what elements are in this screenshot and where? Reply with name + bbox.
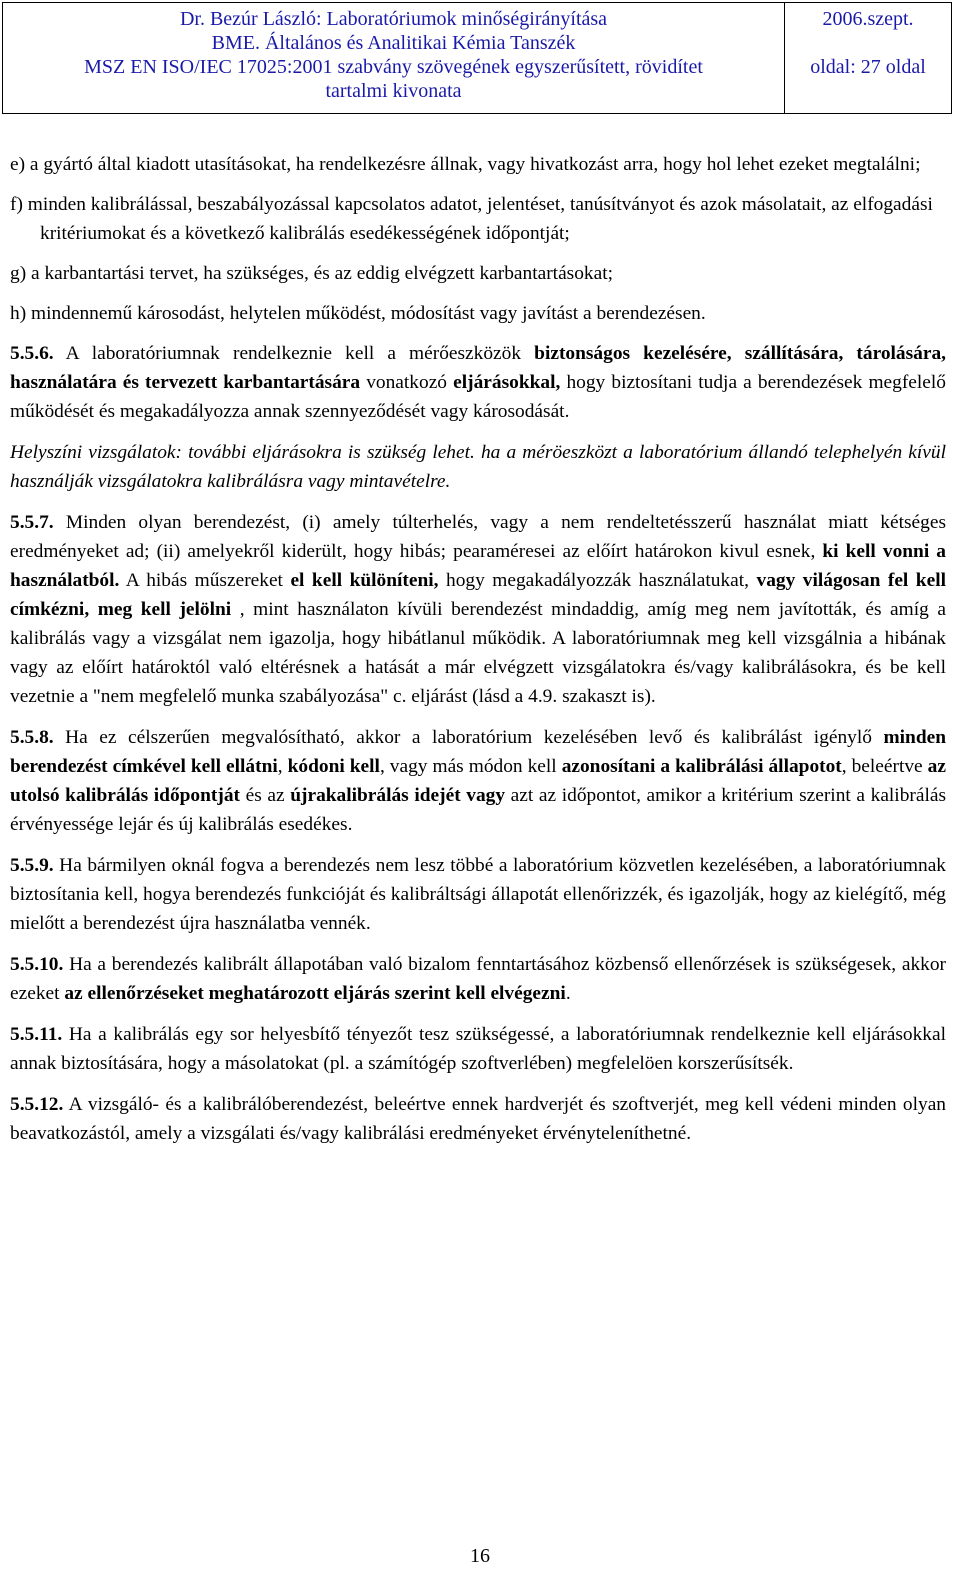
paragraph-5-5-6: 5.5.6. A laboratóriumnak rendelkeznie kell a mérőeszközök biztonságos kezelésére, szállítására, tárolására, használatára és tervezett karbantartására vonatkozó eljárásokkal, hogy biztosítani tudja a berendezések megfelelő működését és megakadályozza annak szennyeződését vagy károsodását. xyxy=(10,343,946,422)
header-author-title: Dr. Bezúr László: Laboratóriumok minőségirányítása xyxy=(179,8,608,30)
paragraph-5-5-11: 5.5.11. Ha a kalibrálás egy sor helyesbítő tényezőt tesz szükségessé, a laboratóriumnak rendelkeznie kell eljárásokkal annak biztosítására, hogy a másolatokat (pl. a számítógép szoftverlében) megfelelöen korszerűsítsék. xyxy=(10,1024,946,1074)
paragraph-5-5-10: 5.5.10. Ha a berendezés kalibrált állapotában való bizalom fenntartásához közbenső ellenőrzések is szükségesek, akkor ezeket az ellenőrzéseket meghatározott eljárás szerint kell elvégezni. xyxy=(10,954,946,1004)
page-header xyxy=(2,2,952,114)
paragraph-5-5-7: 5.5.7. Minden olyan berendezést, (i) amely túlterhelés, vagy a nem rendeltetésszerű használat miatt kétséges eredményeket ad; (ii) amelyekről kiderült, hogy hibás; pearaméresei az előírt határokon kivul esnek, ki kell vonni a használatból. A hibás műszereket el kell különíteni, hogy megakadályozzák használatukat, vagy világosan fel kell címkézni, meg kell jelölni , mint használaton kívüli berendezést mindaddig, amíg meg nem javították, és amíg a kalibrálás vagy a vizsgálat nem igazolja, hogy hibátlanul működik. A laboratóriumnak meg kell vizsgálnia a hibának vagy az előírt határoktól való eltérésnek a hatását a már elvégzett vizsgálatokra és/vagy kalibrálásokra, és be kell vezetnie a "nem megfelelő munka szabályozása" c. eljárást (lásd a 4.9. szakaszt is). xyxy=(10,512,946,707)
list-item-e: e) a gyártó által kiadott utasításokat, ha rendelkezésre állnak, vagy hivatkozást arra, hogy hol lehet ezeket megtalálni; xyxy=(10,154,921,175)
paragraph-5-5-8: 5.5.8. Ha ez célszerűen megvalósítható, akkor a laboratórium kezelésében levő és kalibrálást igénylő minden berendezést címkével kell ellátni, kódoni kell, vagy más módon kell azonosítani a kalibrálási állapotot, beleértve az utolsó kalibrálás időpontját és az újrakalibrálás idejét vagy azt az időpontot, amikor a kritérium szerint a kalibrálás érvényessége lejár és új kalibrálás esedékes. xyxy=(10,727,946,835)
section-number: 5.5.8. xyxy=(10,727,54,748)
section-number: 5.5.12. xyxy=(10,1094,64,1115)
italic-note: Helyszíni vizsgálatok: további eljárásokra is szükség lehet. ha a méröeszközt a laboratórium állandó telephelyén kívül használják vizsgálatokra kalibrálásra vagy mintavételre. xyxy=(10,442,946,492)
page-number: 16 xyxy=(470,1545,490,1567)
section-number: 5.5.7. xyxy=(10,512,54,533)
list-item-f: f) minden kalibrálással, beszabályozással kapcsolatos adatot, jelentéset, tanúsítványot és azok másolatait, az elfogadási kritériumokat és a következő kalibrálás esedékességének időpontját; xyxy=(10,194,933,244)
header-page-count: oldal: 27 oldal xyxy=(810,56,926,78)
header-title-block xyxy=(3,3,785,113)
section-number: 5.5.11. xyxy=(10,1024,63,1045)
list-item-h: h) mindennemű károsodást, helytelen működést, módosítást vagy javítást a berendezésen. xyxy=(10,303,706,324)
section-number: 5.5.6. xyxy=(10,343,54,364)
list-item-g: g) a karbantartási tervet, ha szükséges, és az eddig elvégzett karbantartásokat; xyxy=(10,263,613,284)
document-body xyxy=(10,150,946,1160)
header-summary: tartalmi kivonata xyxy=(325,80,462,102)
header-department: BME. Általános és Analitikai Kémia Tanszék xyxy=(211,32,576,54)
paragraph-5-5-12: 5.5.12. A vizsgáló- és a kalibrálóberendezést, beleértve ennek hardverjét és szoftverjét, meg kell védeni minden olyan beavatkozástól, amely a vizsgálati és/vagy kalibrálási eredményeket érvényteleníthetné. xyxy=(10,1094,946,1144)
section-number: 5.5.10. xyxy=(10,954,64,975)
section-number: 5.5.9. xyxy=(10,855,54,876)
header-date: 2006.szept. xyxy=(822,8,914,30)
header-standard: MSZ EN ISO/IEC 17025:2001 szabvány szövegének egyszerűsített, rövidítet xyxy=(84,56,703,78)
paragraph-5-5-9: 5.5.9. Ha bármilyen oknál fogva a berendezés nem lesz többé a laboratórium közvetlen kezelésében, a laboratóriumnak biztosítania kell, hogya berendezés funkcióját és kalibráltsági állapotát ellenőrizzék, és igazolják, hogy az kielégítő, még mielőtt a berendezést újra használatba vennék. xyxy=(10,855,946,934)
header-meta-block xyxy=(785,3,951,113)
